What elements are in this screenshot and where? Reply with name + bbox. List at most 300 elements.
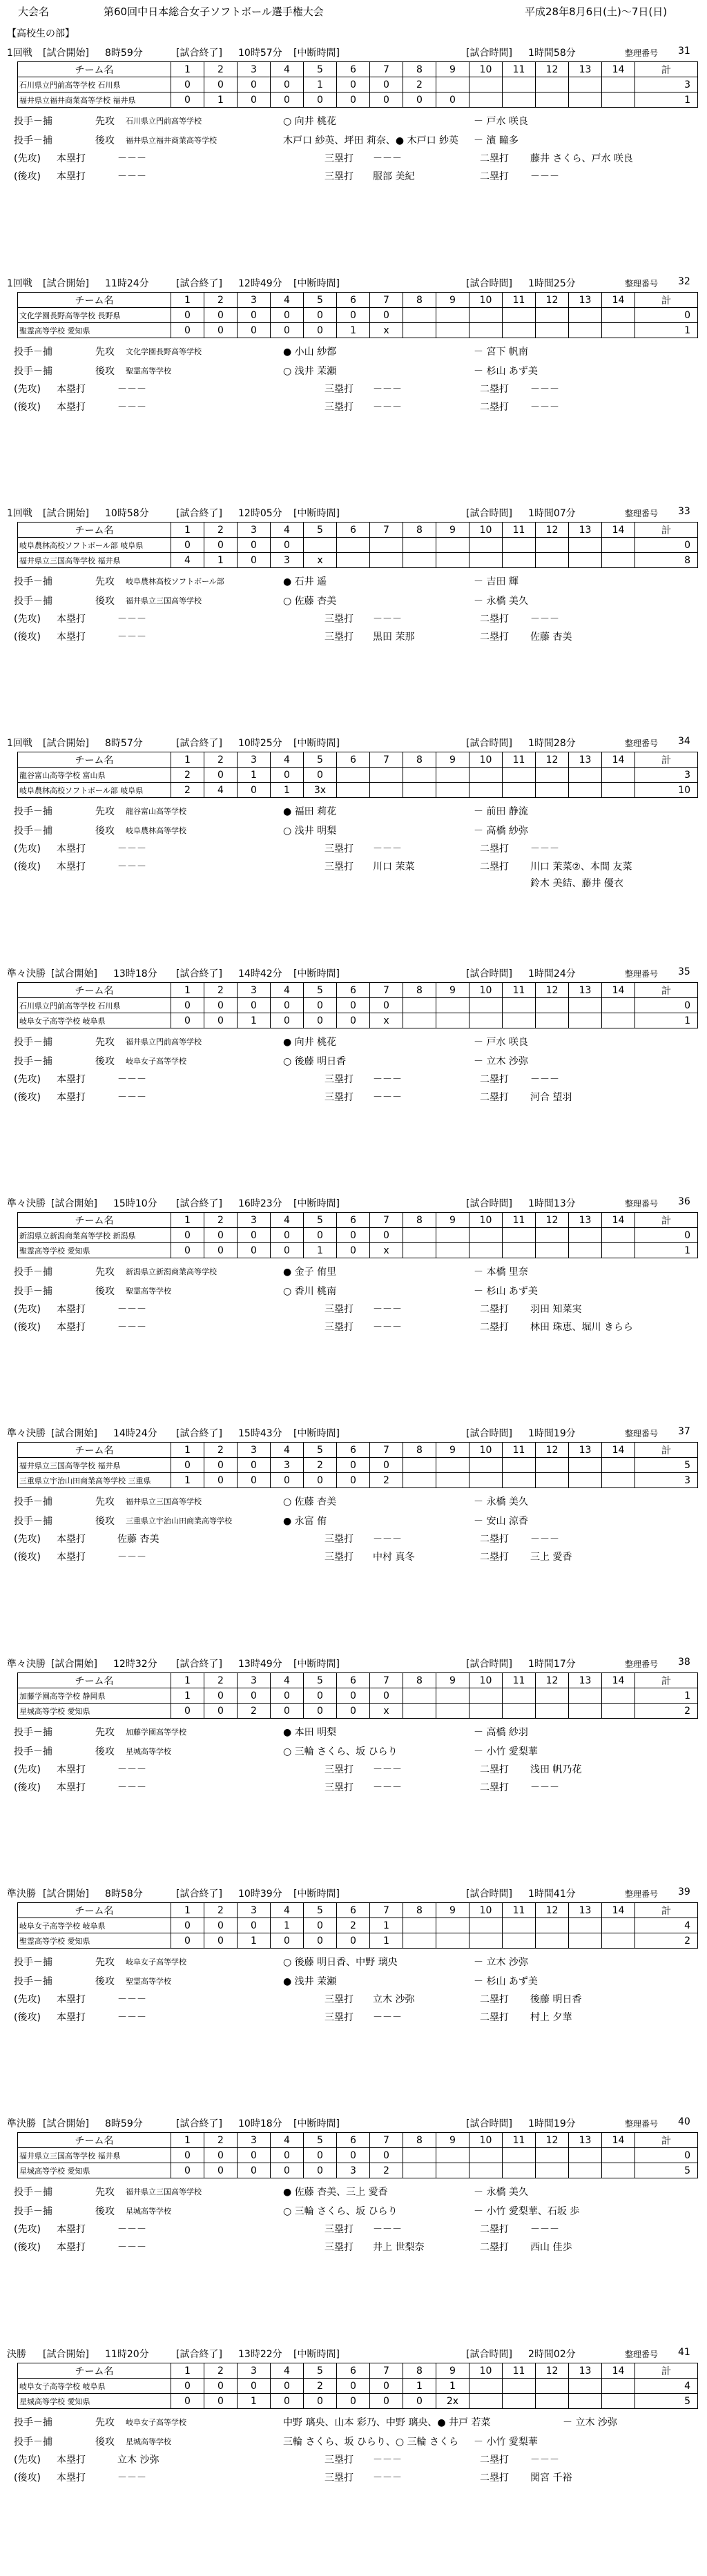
team-name: 岐阜女子高等学校 岐阜県 bbox=[18, 1013, 171, 1028]
catcher: － 永橋 美久 bbox=[474, 1496, 528, 1507]
inning-header-6: 6 bbox=[337, 752, 370, 768]
inning-header-3: 3 bbox=[238, 62, 271, 77]
inning-header-11: 11 bbox=[503, 1673, 536, 1688]
inning-score bbox=[469, 783, 503, 798]
triple-label: 三塁打 bbox=[325, 1994, 354, 2005]
team-total: 0 bbox=[635, 308, 698, 323]
inning-header-1: 1 bbox=[171, 523, 204, 538]
team-header: チーム名 bbox=[18, 1443, 171, 1458]
inning-score: x bbox=[304, 553, 337, 568]
inning-score bbox=[503, 2148, 536, 2163]
inning-score bbox=[436, 1704, 469, 1719]
side-label: (先攻) bbox=[14, 614, 41, 625]
triple-label: 三塁打 bbox=[325, 1552, 354, 1563]
side-label: 後攻 bbox=[95, 1746, 115, 1757]
pc-label: 投手－捕 bbox=[14, 826, 52, 837]
team-header: チーム名 bbox=[18, 1213, 171, 1228]
pitcher-catcher-line bbox=[14, 1051, 697, 1071]
battery: ○ 三輪 さくら、坂 ひらり bbox=[283, 2206, 398, 2217]
triple-value: －－－ bbox=[373, 1304, 402, 1315]
inning-score bbox=[503, 1933, 536, 1949]
side-label: 先攻 bbox=[95, 1727, 115, 1738]
end-time: 12時05分 bbox=[238, 508, 282, 519]
inning-score: 0 bbox=[204, 323, 238, 338]
inning-header-10: 10 bbox=[469, 1673, 503, 1688]
inning-score: 1 bbox=[271, 783, 304, 798]
team-total: 0 bbox=[635, 2148, 698, 2163]
inning-score bbox=[569, 553, 602, 568]
inning-score bbox=[436, 1458, 469, 1473]
double-value: 林田 珠恵、堀川 きらら bbox=[530, 1322, 633, 1333]
inning-score: 0 bbox=[171, 308, 204, 323]
catcher: － 杉山 あず美 bbox=[474, 366, 538, 377]
side-label: 先攻 bbox=[95, 806, 115, 817]
pc-label: 投手－捕 bbox=[14, 576, 52, 587]
total-header: 計 bbox=[635, 752, 698, 768]
inning-score bbox=[469, 1918, 503, 1933]
inning-score: 0 bbox=[238, 1458, 271, 1473]
start-label: [試合開始] bbox=[51, 968, 97, 979]
inning-score bbox=[569, 1013, 602, 1028]
team-row bbox=[18, 1458, 698, 1473]
inning-score: 0 bbox=[271, 323, 304, 338]
double-label: 二塁打 bbox=[480, 1994, 509, 2005]
double-value: －－－ bbox=[530, 2455, 559, 2466]
inning-score bbox=[436, 1243, 469, 1258]
inning-score: 1 bbox=[171, 1473, 204, 1488]
inning-score: 0 bbox=[370, 2379, 403, 2394]
inning-score bbox=[469, 538, 503, 553]
inning-score bbox=[503, 1243, 536, 1258]
game-number: 37 bbox=[678, 1426, 690, 1437]
triple-value: －－－ bbox=[373, 1092, 402, 1103]
triple-label: 三塁打 bbox=[325, 1092, 354, 1103]
team-total: 3 bbox=[635, 1473, 698, 1488]
team-name: 加藤学園高等学校 静岡県 bbox=[18, 1688, 171, 1704]
inning-score bbox=[469, 1458, 503, 1473]
double-value: 関宮 千裕 bbox=[530, 2472, 572, 2484]
inning-score: 0 bbox=[171, 2379, 204, 2394]
team-name: 星城高等学校 愛知県 bbox=[18, 2394, 171, 2409]
inning-header-11: 11 bbox=[503, 1443, 536, 1458]
inning-score: 0 bbox=[238, 323, 271, 338]
inning-header-12: 12 bbox=[536, 1443, 569, 1458]
side-label: 先攻 bbox=[95, 1267, 115, 1278]
team-header: チーム名 bbox=[18, 1903, 171, 1918]
inning-header-8: 8 bbox=[403, 293, 436, 308]
team-name: 福井県立三国高等学校 福井県 bbox=[18, 1458, 171, 1473]
game-info bbox=[7, 46, 697, 61]
inning-header-4: 4 bbox=[271, 523, 304, 538]
hits-line bbox=[14, 2469, 697, 2487]
inning-header-9: 9 bbox=[436, 1443, 469, 1458]
duration-label: [試合時間] bbox=[466, 48, 512, 59]
inning-score bbox=[569, 77, 602, 92]
number-label: 整理番号 bbox=[625, 1199, 659, 1209]
inning-header-8: 8 bbox=[403, 1903, 436, 1918]
triple-label: 三塁打 bbox=[325, 1322, 354, 1333]
inning-header-11: 11 bbox=[503, 1903, 536, 1918]
team-total: 5 bbox=[635, 2163, 698, 2178]
inning-header-6: 6 bbox=[337, 523, 370, 538]
catcher: － 戸水 咲良 bbox=[474, 1037, 528, 1048]
hr-value: －－－ bbox=[117, 843, 146, 855]
hits-line bbox=[14, 2238, 697, 2256]
inning-score: 0 bbox=[238, 308, 271, 323]
triple-label: 三塁打 bbox=[325, 2455, 354, 2466]
end-label: [試合終了] bbox=[176, 278, 222, 289]
inning-score: 1 bbox=[304, 1243, 337, 1258]
pitcher-catcher-line bbox=[14, 2201, 697, 2221]
inning-header-10: 10 bbox=[469, 2363, 503, 2379]
inning-score: 0 bbox=[271, 308, 304, 323]
inning-header-10: 10 bbox=[469, 2133, 503, 2148]
inning-score: 1 bbox=[271, 1918, 304, 1933]
inning-score bbox=[403, 323, 436, 338]
catcher: － 永橋 美久 bbox=[474, 2187, 528, 2198]
team-name: 福井県立三国高等学校 福井県 bbox=[18, 553, 171, 568]
team-name: 岐阜女子高等学校 岐阜県 bbox=[18, 2379, 171, 2394]
hits-line bbox=[14, 1089, 697, 1106]
inning-header-7: 7 bbox=[370, 1673, 403, 1688]
inning-header-10: 10 bbox=[469, 62, 503, 77]
pitcher-catcher-line bbox=[14, 1492, 697, 1511]
inning-score bbox=[569, 308, 602, 323]
inning-header-11: 11 bbox=[503, 2133, 536, 2148]
inning-score: 0 bbox=[238, 1228, 271, 1243]
double-value: －－－ bbox=[530, 384, 559, 395]
inning-header-2: 2 bbox=[204, 1673, 238, 1688]
inning-header-13: 13 bbox=[569, 2133, 602, 2148]
inning-score bbox=[602, 1243, 635, 1258]
double-label: 二塁打 bbox=[480, 614, 509, 625]
triple-label: 三塁打 bbox=[325, 1304, 354, 1315]
inning-header-3: 3 bbox=[238, 1443, 271, 1458]
inning-score: 0 bbox=[171, 92, 204, 108]
triple-value: －－－ bbox=[373, 1782, 402, 1793]
team-label: 岐阜農林高等学校 bbox=[126, 826, 186, 835]
end-time: 12時49分 bbox=[238, 278, 282, 289]
inning-score bbox=[536, 323, 569, 338]
hr-label: 本塁打 bbox=[57, 171, 86, 182]
team-row bbox=[18, 783, 698, 798]
double-label: 二塁打 bbox=[480, 153, 509, 164]
inning-header-1: 1 bbox=[171, 752, 204, 768]
start-label: [試合開始] bbox=[43, 48, 89, 59]
inning-header-9: 9 bbox=[436, 2133, 469, 2148]
end-label: [試合終了] bbox=[176, 2349, 222, 2360]
inning-score: 2 bbox=[304, 1458, 337, 1473]
team-total: 8 bbox=[635, 553, 698, 568]
inning-header-13: 13 bbox=[569, 62, 602, 77]
inning-score: 0 bbox=[271, 1228, 304, 1243]
team-name: 星城高等学校 愛知県 bbox=[18, 2163, 171, 2178]
inning-score: x bbox=[370, 1704, 403, 1719]
inning-score bbox=[569, 1458, 602, 1473]
team-label: 星城高等学校 bbox=[126, 1747, 171, 1756]
inning-header-13: 13 bbox=[569, 1903, 602, 1918]
inning-score: 0 bbox=[204, 1688, 238, 1704]
inning-score bbox=[503, 92, 536, 108]
inning-header-2: 2 bbox=[204, 2133, 238, 2148]
inning-score bbox=[337, 783, 370, 798]
pitcher-catcher-line bbox=[14, 1032, 697, 1051]
double-label: 二塁打 bbox=[480, 1534, 509, 1545]
team-row bbox=[18, 1013, 698, 1028]
inning-score: 4 bbox=[204, 783, 238, 798]
inning-score: 0 bbox=[271, 768, 304, 783]
round: 準々決勝 bbox=[7, 1428, 46, 1439]
inning-score: 0 bbox=[370, 92, 403, 108]
side-label: 後攻 bbox=[95, 1286, 115, 1297]
side-label: (後攻) bbox=[14, 861, 41, 872]
triple-value: －－－ bbox=[373, 384, 402, 395]
inning-header-3: 3 bbox=[238, 983, 271, 998]
triple-label: 三塁打 bbox=[325, 843, 354, 855]
triple-value: －－－ bbox=[373, 843, 402, 855]
inning-score: 0 bbox=[171, 1013, 204, 1028]
duration-label: [試合時間] bbox=[466, 1198, 512, 1209]
header-row bbox=[18, 983, 698, 998]
inning-score bbox=[337, 768, 370, 783]
mid-label: [中断時間] bbox=[293, 2349, 340, 2360]
team-name: 聖霊高等学校 愛知県 bbox=[18, 1243, 171, 1258]
game-number: 34 bbox=[678, 736, 690, 747]
team-name: 石川県立門前高等学校 石川県 bbox=[18, 77, 171, 92]
tournament-dates: 平成28年8月6日(土)～7日(日) bbox=[525, 6, 668, 18]
inning-score bbox=[503, 783, 536, 798]
pc-label: 投手－捕 bbox=[14, 347, 52, 358]
hr-label: 本塁打 bbox=[57, 1552, 86, 1563]
inning-header-9: 9 bbox=[436, 983, 469, 998]
inning-score bbox=[602, 1458, 635, 1473]
inning-score bbox=[436, 1473, 469, 1488]
duration-label: [試合時間] bbox=[466, 1659, 512, 1670]
inning-score: 0 bbox=[204, 1918, 238, 1933]
inning-score bbox=[403, 1688, 436, 1704]
triple-label: 三塁打 bbox=[325, 153, 354, 164]
team-total: 3 bbox=[635, 768, 698, 783]
inning-score bbox=[469, 1933, 503, 1949]
details bbox=[14, 111, 697, 186]
pitcher-catcher-line bbox=[14, 1262, 697, 1281]
game-block bbox=[7, 1886, 697, 2059]
triple-label: 三塁打 bbox=[325, 1782, 354, 1793]
inning-score: 0 bbox=[271, 2379, 304, 2394]
battery: ○ 香川 桃南 bbox=[283, 1286, 337, 1297]
number-label: 整理番号 bbox=[625, 1889, 659, 1899]
hr-value: －－－ bbox=[117, 402, 146, 413]
inning-header-7: 7 bbox=[370, 1443, 403, 1458]
team-total: 4 bbox=[635, 1918, 698, 1933]
inning-header-14: 14 bbox=[602, 1903, 635, 1918]
catcher: － 立木 沙弥 bbox=[474, 1957, 528, 1968]
team-row bbox=[18, 538, 698, 553]
inning-score bbox=[503, 1704, 536, 1719]
total-header: 計 bbox=[635, 1673, 698, 1688]
start-time: 8時59分 bbox=[105, 2118, 143, 2129]
triple-value: 中村 真冬 bbox=[373, 1552, 415, 1563]
mid-label: [中断時間] bbox=[293, 1889, 340, 1900]
inning-score bbox=[536, 553, 569, 568]
inning-header-2: 2 bbox=[204, 293, 238, 308]
hits-line bbox=[14, 150, 697, 168]
number-label: 整理番号 bbox=[625, 48, 659, 58]
inning-score bbox=[503, 768, 536, 783]
duration: 1時間25分 bbox=[528, 278, 576, 289]
number-label: 整理番号 bbox=[625, 2350, 659, 2359]
inning-header-4: 4 bbox=[271, 752, 304, 768]
inning-header-1: 1 bbox=[171, 983, 204, 998]
header-row bbox=[18, 523, 698, 538]
hr-value: －－－ bbox=[117, 861, 146, 872]
inning-score bbox=[337, 538, 370, 553]
hr-value: －－－ bbox=[117, 171, 146, 182]
inning-score: 0 bbox=[337, 1228, 370, 1243]
inning-score: 0 bbox=[271, 1243, 304, 1258]
team-label: 福井県立三国高等学校 bbox=[126, 1497, 202, 1506]
mid-label: [中断時間] bbox=[293, 1659, 340, 1670]
triple-value: －－－ bbox=[373, 402, 402, 413]
team-row bbox=[18, 1704, 698, 1719]
inning-score: 1 bbox=[436, 2379, 469, 2394]
team-header: チーム名 bbox=[18, 752, 171, 768]
end-time: 10時18分 bbox=[238, 2118, 282, 2129]
inning-score: 0 bbox=[271, 77, 304, 92]
inning-score: 0 bbox=[171, 1243, 204, 1258]
team-row bbox=[18, 1918, 698, 1933]
inning-score bbox=[403, 308, 436, 323]
inning-score: 1 bbox=[238, 1013, 271, 1028]
inning-score bbox=[536, 1688, 569, 1704]
hits-line bbox=[14, 1991, 697, 2009]
inning-score: 1 bbox=[204, 553, 238, 568]
mid-label: [中断時間] bbox=[293, 508, 340, 519]
inning-header-7: 7 bbox=[370, 2133, 403, 2148]
battery: 中野 璃央、山本 彩乃、中野 璃央、● 井戸 若菜 bbox=[283, 2417, 491, 2428]
inning-score bbox=[436, 1688, 469, 1704]
double-label: 二塁打 bbox=[480, 171, 509, 182]
duration: 1時間19分 bbox=[528, 2118, 576, 2129]
end-time: 15時43分 bbox=[238, 1428, 282, 1439]
page-header bbox=[0, 4, 707, 21]
pc-label: 投手－捕 bbox=[14, 1056, 52, 1067]
battery: ○ 後藤 明日香、中野 璃央 bbox=[283, 1957, 398, 1968]
triple-value: －－－ bbox=[373, 1074, 402, 1085]
triple-label: 三塁打 bbox=[325, 2242, 354, 2253]
catcher: － 高橋 紗羽 bbox=[474, 1727, 528, 1738]
team-total: 1 bbox=[635, 323, 698, 338]
team-label: 星城高等学校 bbox=[126, 2207, 171, 2216]
game-number: 39 bbox=[678, 1886, 690, 1897]
details bbox=[14, 1492, 697, 1566]
inning-score: 3x bbox=[304, 783, 337, 798]
inning-header-6: 6 bbox=[337, 2363, 370, 2379]
end-time: 14時42分 bbox=[238, 968, 282, 979]
inning-score bbox=[436, 1228, 469, 1243]
duration: 1時間41分 bbox=[528, 1889, 576, 1900]
team-row bbox=[18, 1933, 698, 1949]
team-total: 1 bbox=[635, 92, 698, 108]
inning-score: 0 bbox=[370, 998, 403, 1013]
inning-score: 1 bbox=[238, 768, 271, 783]
pc-label: 投手－捕 bbox=[14, 1746, 52, 1757]
team-row bbox=[18, 2379, 698, 2394]
inning-header-5: 5 bbox=[304, 1213, 337, 1228]
inning-score: x bbox=[370, 323, 403, 338]
inning-header-11: 11 bbox=[503, 752, 536, 768]
triple-value: －－－ bbox=[373, 1322, 402, 1333]
inning-score bbox=[503, 1688, 536, 1704]
duration: 1時間58分 bbox=[528, 48, 576, 59]
total-header: 計 bbox=[635, 62, 698, 77]
inning-score bbox=[304, 538, 337, 553]
inning-header-14: 14 bbox=[602, 2363, 635, 2379]
inning-score: 0 bbox=[204, 1243, 238, 1258]
inning-score bbox=[503, 1918, 536, 1933]
inning-header-6: 6 bbox=[337, 1903, 370, 1918]
inning-score bbox=[536, 1473, 569, 1488]
inning-header-8: 8 bbox=[403, 1443, 436, 1458]
team-total: 2 bbox=[635, 1933, 698, 1949]
team-label: 聖霊高等学校 bbox=[126, 1287, 171, 1296]
hr-value: －－－ bbox=[117, 2472, 146, 2484]
inning-header-4: 4 bbox=[271, 1213, 304, 1228]
double-value: 佐藤 杏美 bbox=[530, 632, 572, 643]
inning-score bbox=[403, 1243, 436, 1258]
team-label: 福井県立門前高等学校 bbox=[126, 1037, 202, 1046]
inning-score bbox=[569, 1473, 602, 1488]
battery: ○ 佐藤 杏美 bbox=[283, 596, 337, 607]
details bbox=[14, 2412, 697, 2487]
game-info bbox=[7, 966, 697, 982]
triple-label: 三塁打 bbox=[325, 384, 354, 395]
duration: 1時間28分 bbox=[528, 738, 576, 749]
inning-score bbox=[602, 323, 635, 338]
hr-label: 本塁打 bbox=[57, 861, 86, 872]
inning-score bbox=[602, 1933, 635, 1949]
pitcher-catcher-line bbox=[14, 1281, 697, 1300]
inning-score: 0 bbox=[204, 77, 238, 92]
side-label: 先攻 bbox=[95, 2187, 115, 2198]
inning-score: 0 bbox=[370, 1228, 403, 1243]
hr-value: －－－ bbox=[117, 1782, 146, 1793]
round: 準々決勝 bbox=[7, 1659, 46, 1670]
inning-header-5: 5 bbox=[304, 293, 337, 308]
inning-score bbox=[536, 1013, 569, 1028]
inning-score: 1 bbox=[370, 1933, 403, 1949]
inning-score bbox=[536, 1704, 569, 1719]
inning-score: 0 bbox=[403, 92, 436, 108]
triple-label: 三塁打 bbox=[325, 614, 354, 625]
inning-score bbox=[370, 783, 403, 798]
game-number: 32 bbox=[678, 276, 690, 287]
round: 1回戦 bbox=[7, 278, 32, 289]
team-total: 0 bbox=[635, 1228, 698, 1243]
hr-value: －－－ bbox=[117, 1764, 146, 1775]
team-label: 福井県立三国高等学校 bbox=[126, 596, 202, 605]
triple-value: 立木 沙弥 bbox=[373, 1994, 415, 2005]
team-header: チーム名 bbox=[18, 293, 171, 308]
inning-header-13: 13 bbox=[569, 983, 602, 998]
inning-score: 0 bbox=[370, 308, 403, 323]
inning-score: 2 bbox=[370, 1473, 403, 1488]
double-value: 村上 夕華 bbox=[530, 2012, 572, 2023]
inning-score bbox=[436, 1013, 469, 1028]
catcher: － 杉山 あず美 bbox=[474, 1976, 538, 1987]
start-time: 14時24分 bbox=[113, 1428, 157, 1439]
game-block bbox=[7, 1657, 697, 1829]
